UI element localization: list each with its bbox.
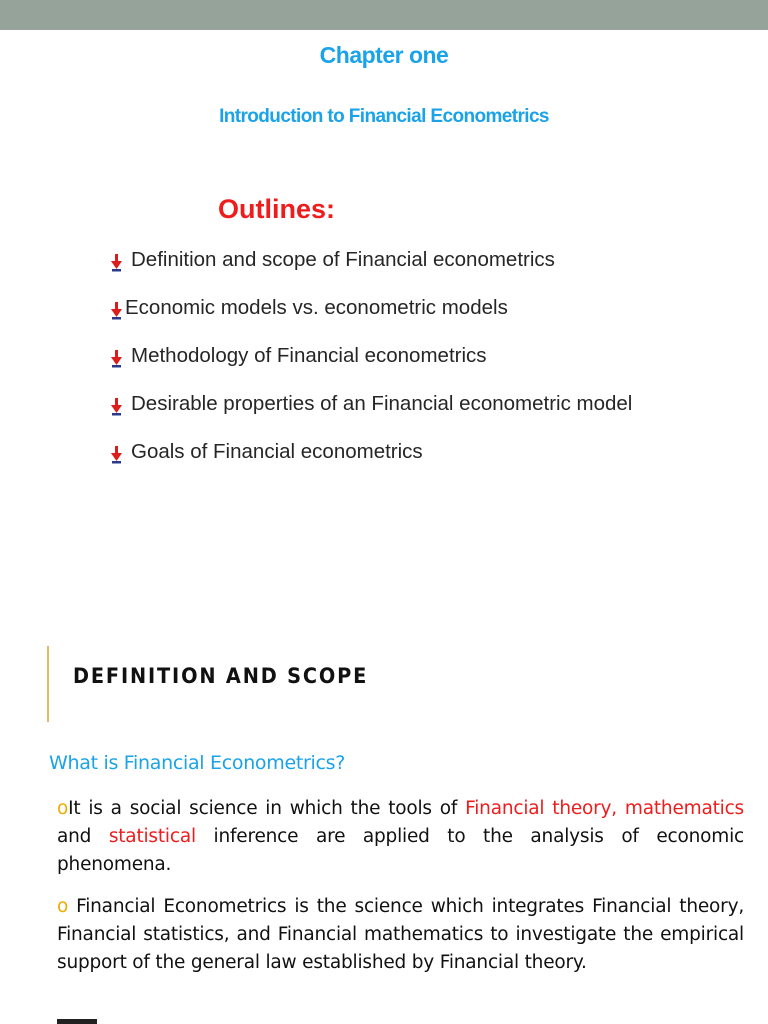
outline-list <box>110 248 632 488</box>
outline-item <box>110 296 632 344</box>
outline-item-label: Methodology of Financial econometrics <box>131 344 487 367</box>
down-arrow-bullet-icon <box>110 251 125 273</box>
outline-item <box>110 440 632 488</box>
outline-item <box>110 392 632 440</box>
chapter-title: Chapter one <box>319 42 449 68</box>
paragraph-integration: o Financial Econometrics is the science which integrates Financial theory, Financial statistics, and Financial mathematics to investigate the empirical support of the general law established by Financial theory. <box>57 896 744 973</box>
outline-item-label: Goals of Financial econometrics <box>131 440 423 463</box>
down-arrow-bullet-icon <box>110 347 125 369</box>
chapter-subtitle: Introduction to Financial Econometrics <box>219 106 549 127</box>
outline-item-label: Economic models vs. econometric models <box>125 296 508 319</box>
top-bar <box>0 0 768 30</box>
outlines-heading: Outlines: <box>218 194 336 224</box>
outline-item <box>110 344 632 392</box>
cut-off-text-line <box>57 1012 744 1024</box>
down-arrow-bullet-icon <box>110 299 125 321</box>
down-arrow-bullet-icon <box>110 443 125 465</box>
section-title: DEFINITION AND SCOPE <box>73 664 369 688</box>
circle-bullet-icon: o <box>57 798 69 819</box>
circle-bullet-icon: o <box>57 896 69 917</box>
section-accent-bar <box>47 646 49 722</box>
down-arrow-bullet-icon <box>110 395 125 417</box>
outline-item-label: Definition and scope of Financial econometrics <box>131 248 555 271</box>
section-question: What is Financial Econometrics? <box>49 752 346 774</box>
outline-item-label: Desirable properties of an Financial econometric model <box>131 392 633 415</box>
outline-item <box>110 248 632 296</box>
paragraph-definition: oIt is a social science in which the tools of Financial theory, mathematics and statistical inference are applied to the analysis of economic phenomena. <box>57 798 744 875</box>
